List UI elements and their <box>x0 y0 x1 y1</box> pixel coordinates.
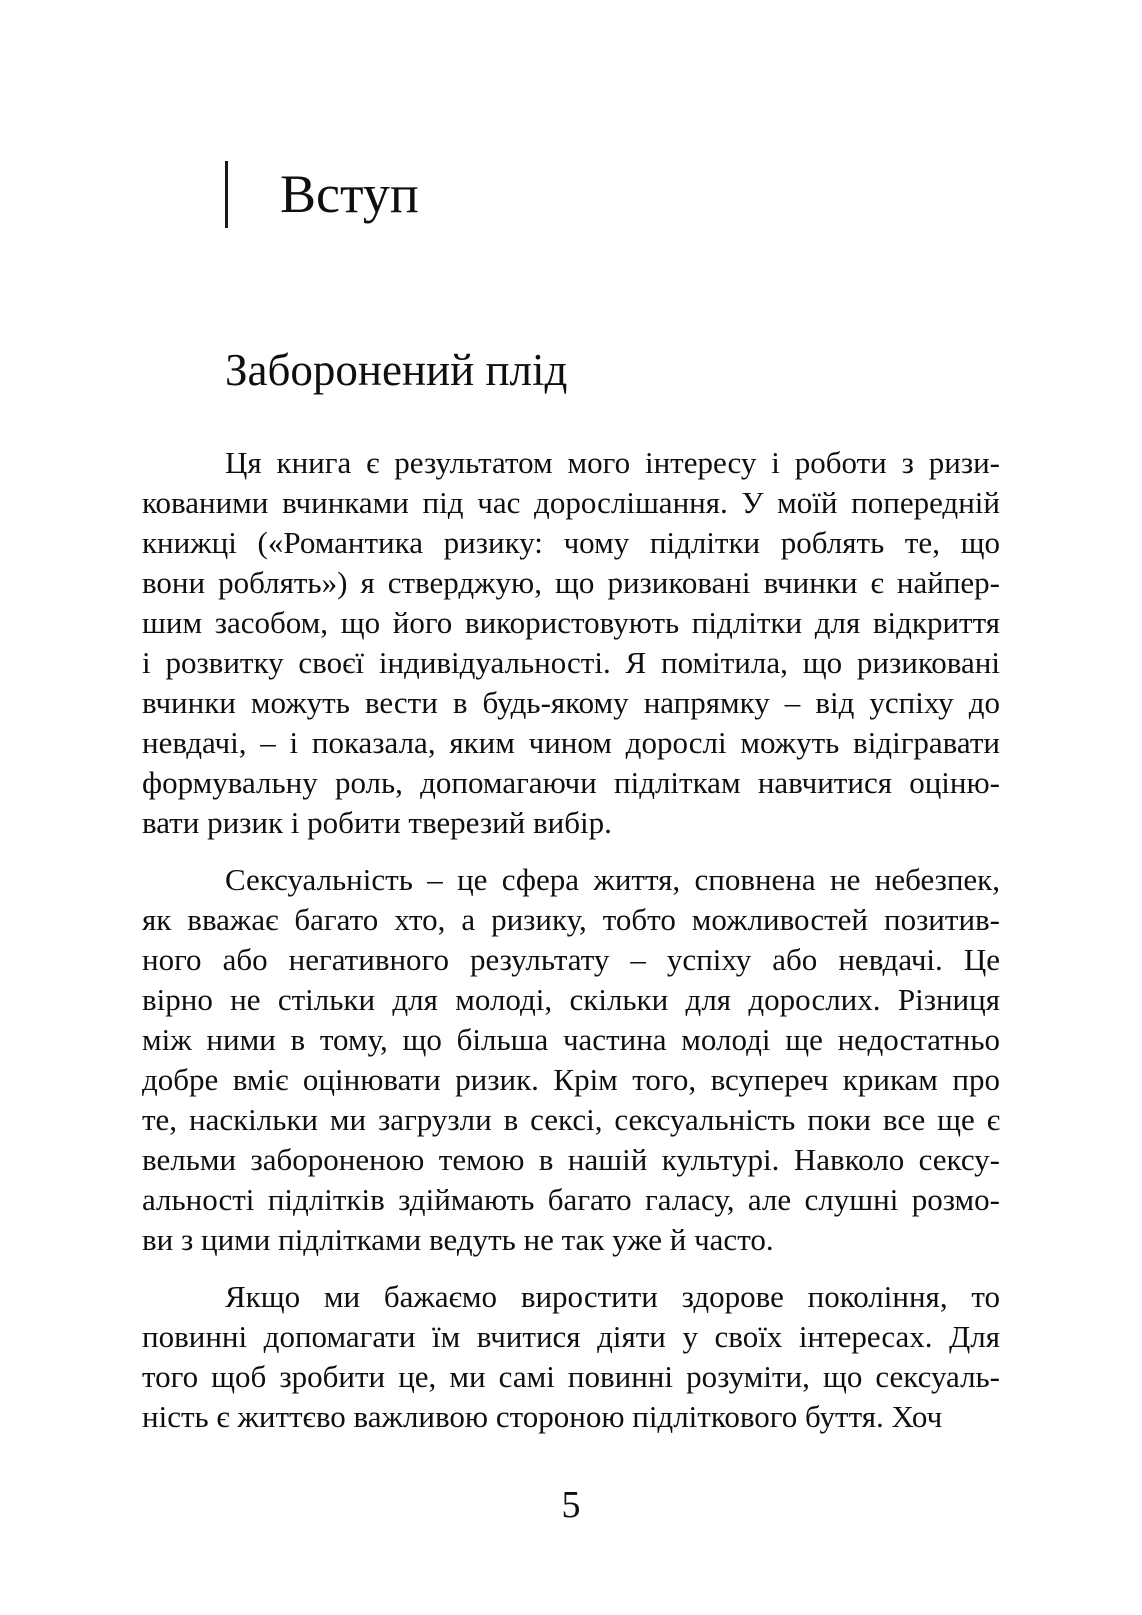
page-number: 5 <box>561 1484 581 1526</box>
chapter-title: Вступ <box>280 164 419 224</box>
text-line: повинні допомагати їм вчитися діяти у своїх інтересах. Для <box>142 1319 1000 1354</box>
chapter-header <box>225 161 1000 228</box>
text-line: вати ризик і робити тверезий вибір. <box>142 805 612 840</box>
text-line: ність є життєво важливою стороною підліткового буття. Хоч <box>142 1399 943 1434</box>
paragraph <box>142 1277 1000 1437</box>
text-line: ви з цими підлітками ведуть не так уже й часто. <box>142 1222 774 1257</box>
paragraph <box>142 443 1000 843</box>
text-line: ного або негативного результату – успіху або невдачі. Це <box>142 942 1000 977</box>
text-line: між ними в тому, що більша частина молоді ще недостатньо <box>142 1022 1000 1057</box>
text-line: шим засобом, що його використовують підлітки для відкриття <box>142 605 1000 640</box>
text-line: кованими вчинками під час дорослішання. У моїй попередній <box>142 485 1000 520</box>
text-line: вчинки можуть вести в будь-якому напрямку – від успіху до <box>142 685 1000 720</box>
text-line: вірно не стільки для молоді, скільки для дорослих. Різниця <box>142 982 1000 1017</box>
section-title: Заборонений плід <box>225 345 568 395</box>
text-line: вони роблять») я стверджую, що ризиковані вчинки є найпер- <box>142 565 1000 600</box>
text-line: те, наскільки ми загрузли в сексі, сексуальність поки все ще є <box>142 1102 1000 1137</box>
text-line: формувальну роль, допомагаючи підліткам навчитися оціню- <box>142 765 1000 800</box>
text-line: вельми забороненою темою в нашій культурі. Навколо сексу- <box>142 1142 1000 1177</box>
text-line: Ця книга є результатом мого інтересу і роботи з ризи- <box>225 445 1000 480</box>
text-line: Якщо ми бажаємо виростити здорове покоління, то <box>225 1279 1000 1314</box>
text-line: книжці («Романтика ризику: чому підлітки роблять те, що <box>142 525 1000 560</box>
body-text <box>142 443 1000 1437</box>
text-line: як вважає багато хто, а ризику, тобто можливостей позитив- <box>142 902 1000 937</box>
text-line: добре вміє оцінювати ризик. Крім того, всупереч крикам про <box>142 1062 1000 1097</box>
text-line: того щоб зробити це, ми самі повинні розуміти, що сексуаль- <box>142 1359 1000 1394</box>
text-line: і розвитку своєї індивідуальності. Я помітила, що ризиковані <box>142 645 1000 680</box>
chapter-rule <box>225 161 228 228</box>
text-line: невдачі, – і показала, яким чином дорослі можуть відігравати <box>142 725 1000 760</box>
text-line: альності підлітків здіймають багато галасу, але слушні розмо- <box>142 1182 1000 1217</box>
paragraph <box>142 860 1000 1260</box>
text-line: Сексуальність – це сфера життя, сповнена не небезпек, <box>225 862 1000 897</box>
text-column <box>142 0 1000 1525</box>
